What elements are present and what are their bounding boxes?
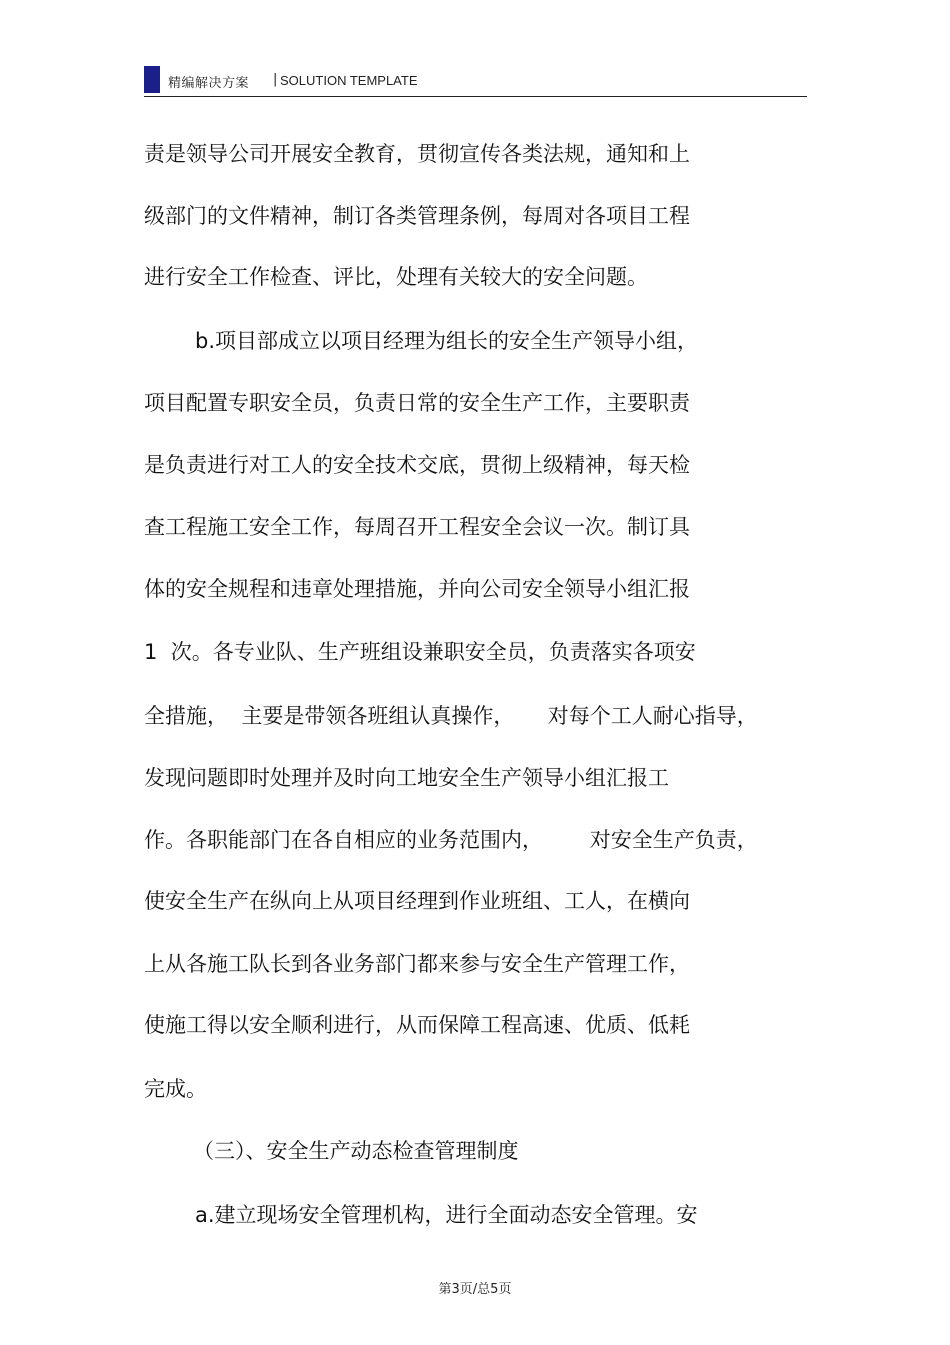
body-line: 上从各施工队长到各业务部门都来参与安全生产管理工作， bbox=[144, 952, 690, 976]
body-line: 是负责进行对工人的安全技术交底，贯彻上级精神，每天检 bbox=[144, 453, 690, 477]
body-line: 查工程施工安全工作，每周召开工程安全会议一次。制订具 bbox=[144, 515, 690, 539]
body-line: a.建立现场安全管理机构，进行全面动态安全管理。安 bbox=[195, 1203, 698, 1227]
header-separator: | bbox=[273, 72, 278, 87]
body-line: 项目配置专职安全员，负责日常的安全生产工作，主要职责 bbox=[144, 391, 690, 415]
header-template-label: SOLUTION TEMPLATE bbox=[280, 73, 418, 88]
body-line: 作。各职能部门在各自相应的业务范围内， 对安全生产负责， bbox=[144, 828, 758, 852]
body-line: 责是领导公司开展安全教育，贯彻宣传各类法规，通知和上 bbox=[144, 142, 690, 166]
body-line: 体的安全规程和违章处理措施，并向公司安全领导小组汇报 bbox=[144, 577, 690, 601]
body-line: 发现问题即时处理并及时向工地安全生产领导小组汇报工 bbox=[144, 766, 669, 790]
header-brand: 精编解决方案 bbox=[168, 76, 250, 91]
body-line: 全措施， 主要是带领各班组认真操作， 对每个工人耐心指导， bbox=[144, 704, 758, 728]
section-heading: （三）、安全生产动态检查管理制度 bbox=[193, 1139, 519, 1163]
header-logo-square bbox=[144, 66, 160, 93]
body-line: 1 次。各专业队、生产班组设兼职安全员，负责落实各项安 bbox=[144, 640, 696, 664]
page-header bbox=[144, 66, 807, 97]
page-number: 第3页/总5页 bbox=[438, 1282, 512, 1297]
body-line: 级部门的文件精神，制订各类管理条例，每周对各项目工程 bbox=[144, 204, 690, 228]
body-line: 使安全生产在纵向上从项目经理到作业班组、工人，在横向 bbox=[144, 889, 690, 913]
body-line: 完成。 bbox=[144, 1077, 207, 1101]
body-line: 进行安全工作检查、评比，处理有关较大的安全问题。 bbox=[144, 265, 648, 289]
body-line: b.项目部成立以项目经理为组长的安全生产领导小组， bbox=[195, 329, 699, 353]
body-line: 使施工得以安全顺利进行，从而保障工程高速、优质、低耗 bbox=[144, 1013, 690, 1037]
